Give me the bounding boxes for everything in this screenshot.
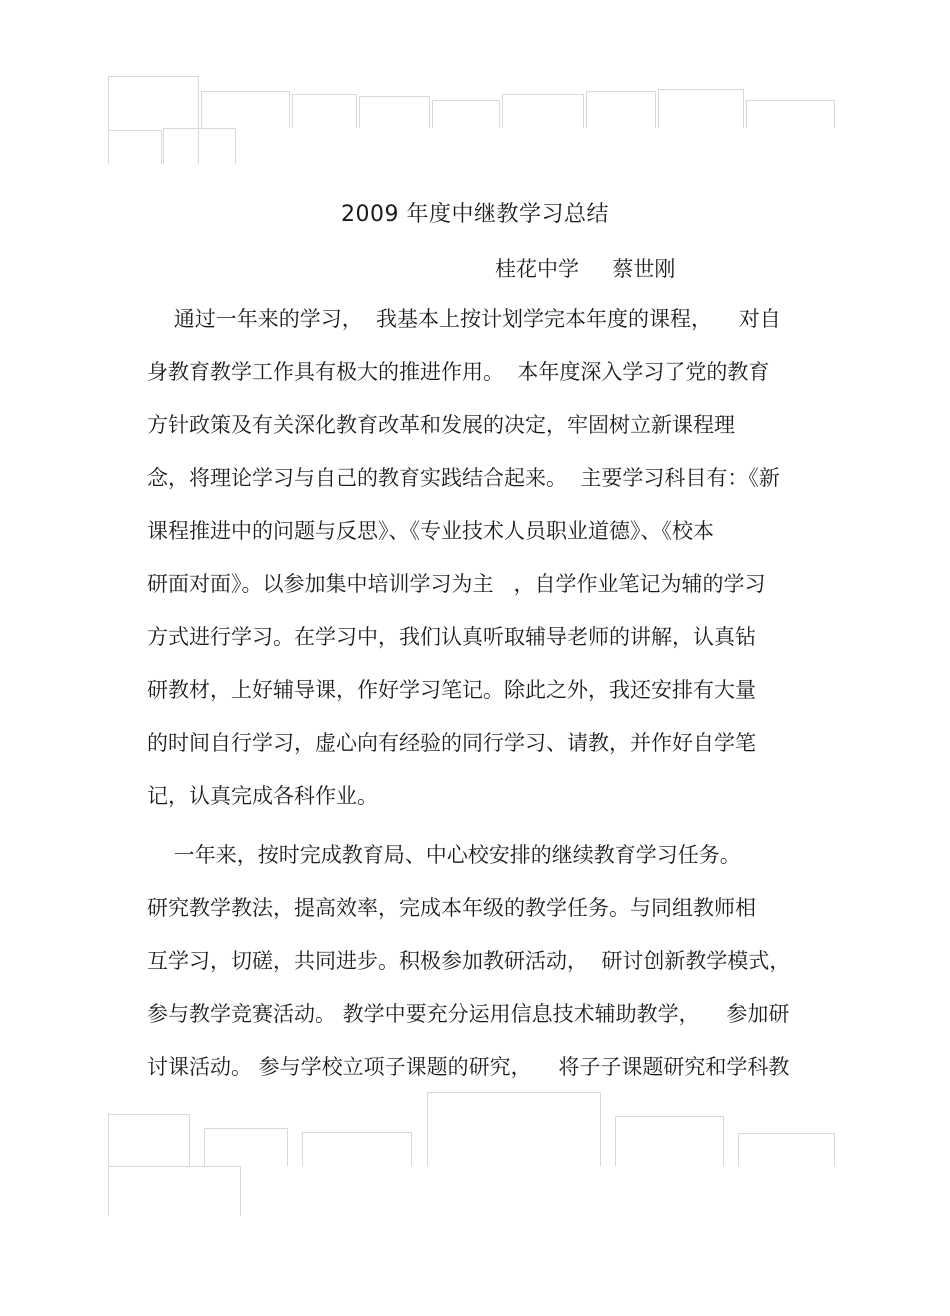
decorative-box xyxy=(108,130,162,164)
decorative-box xyxy=(163,128,236,164)
body-line: 方式进行学习。在学习中，我们认真听取辅导老师的讲解，认真钻 xyxy=(147,625,756,649)
body-line: 方针政策及有关深化教育改革和发展的决定，牢固树立新课程理 xyxy=(147,413,735,437)
decorative-box xyxy=(586,91,656,128)
decorative-box xyxy=(204,1128,288,1166)
body-line: 记，认真完成各科作业。 xyxy=(147,784,378,808)
body-line: 通过一年来的学习， 我基本上按计划学完本年度的课程， 对自 xyxy=(147,307,781,331)
author-line: 桂花中学 蔡世刚 xyxy=(495,257,676,281)
document-title: 2009 年度中继教学习总结 xyxy=(341,202,609,227)
body-line: 研面对面》。以参加集中培训学习为主 ，自学作业笔记为辅的学习 xyxy=(147,572,766,596)
body-line: 一年来，按时完成教育局、中心校安排的继续教育学习任务。 xyxy=(147,843,741,867)
decorative-box xyxy=(615,1116,724,1166)
decorative-box xyxy=(302,1132,412,1166)
decorative-box xyxy=(292,94,357,128)
decorative-box xyxy=(738,1133,835,1166)
decorative-box xyxy=(746,100,835,128)
body-line: 身教育教学工作具有极大的推进作用。 本年度深入学习了党的教育 xyxy=(147,360,770,384)
body-line: 研究教学教法，提高效率，完成本年级的教学任务。与同组教师相 xyxy=(147,896,756,920)
body-line: 课程推进中的问题与反思》、《专业技术人员职业道德》、《校本 xyxy=(147,519,714,543)
decorative-box xyxy=(108,1166,241,1216)
body-line: 互学习，切磋，共同进步。积极参加教研活动， 研讨创新教学模式， xyxy=(147,949,791,973)
decorative-box xyxy=(658,89,744,128)
body-line: 研教材，上好辅导课，作好学习笔记。除此之外，我还安排有大量 xyxy=(147,678,756,702)
decorative-box xyxy=(432,100,500,128)
body-line: 参与教学竞赛活动。 教学中要充分运用信息技术辅助教学， 参加研 xyxy=(147,1002,790,1026)
decorative-box xyxy=(502,94,584,128)
decorative-box xyxy=(359,96,430,128)
decorative-box xyxy=(427,1092,601,1166)
body-line: 念，将理论学习与自己的教育实践结合起来。 主要学习科目有：《新 xyxy=(147,466,780,490)
body-line: 的时间自行学习，虚心向有经验的同行学习、请教，并作好自学笔 xyxy=(147,731,756,755)
decorative-box xyxy=(108,1114,190,1166)
body-line: 讨课活动。 参与学校立项子课题的研究， 将子子课题研究和学科教 xyxy=(147,1055,790,1079)
decorative-box xyxy=(201,91,290,128)
